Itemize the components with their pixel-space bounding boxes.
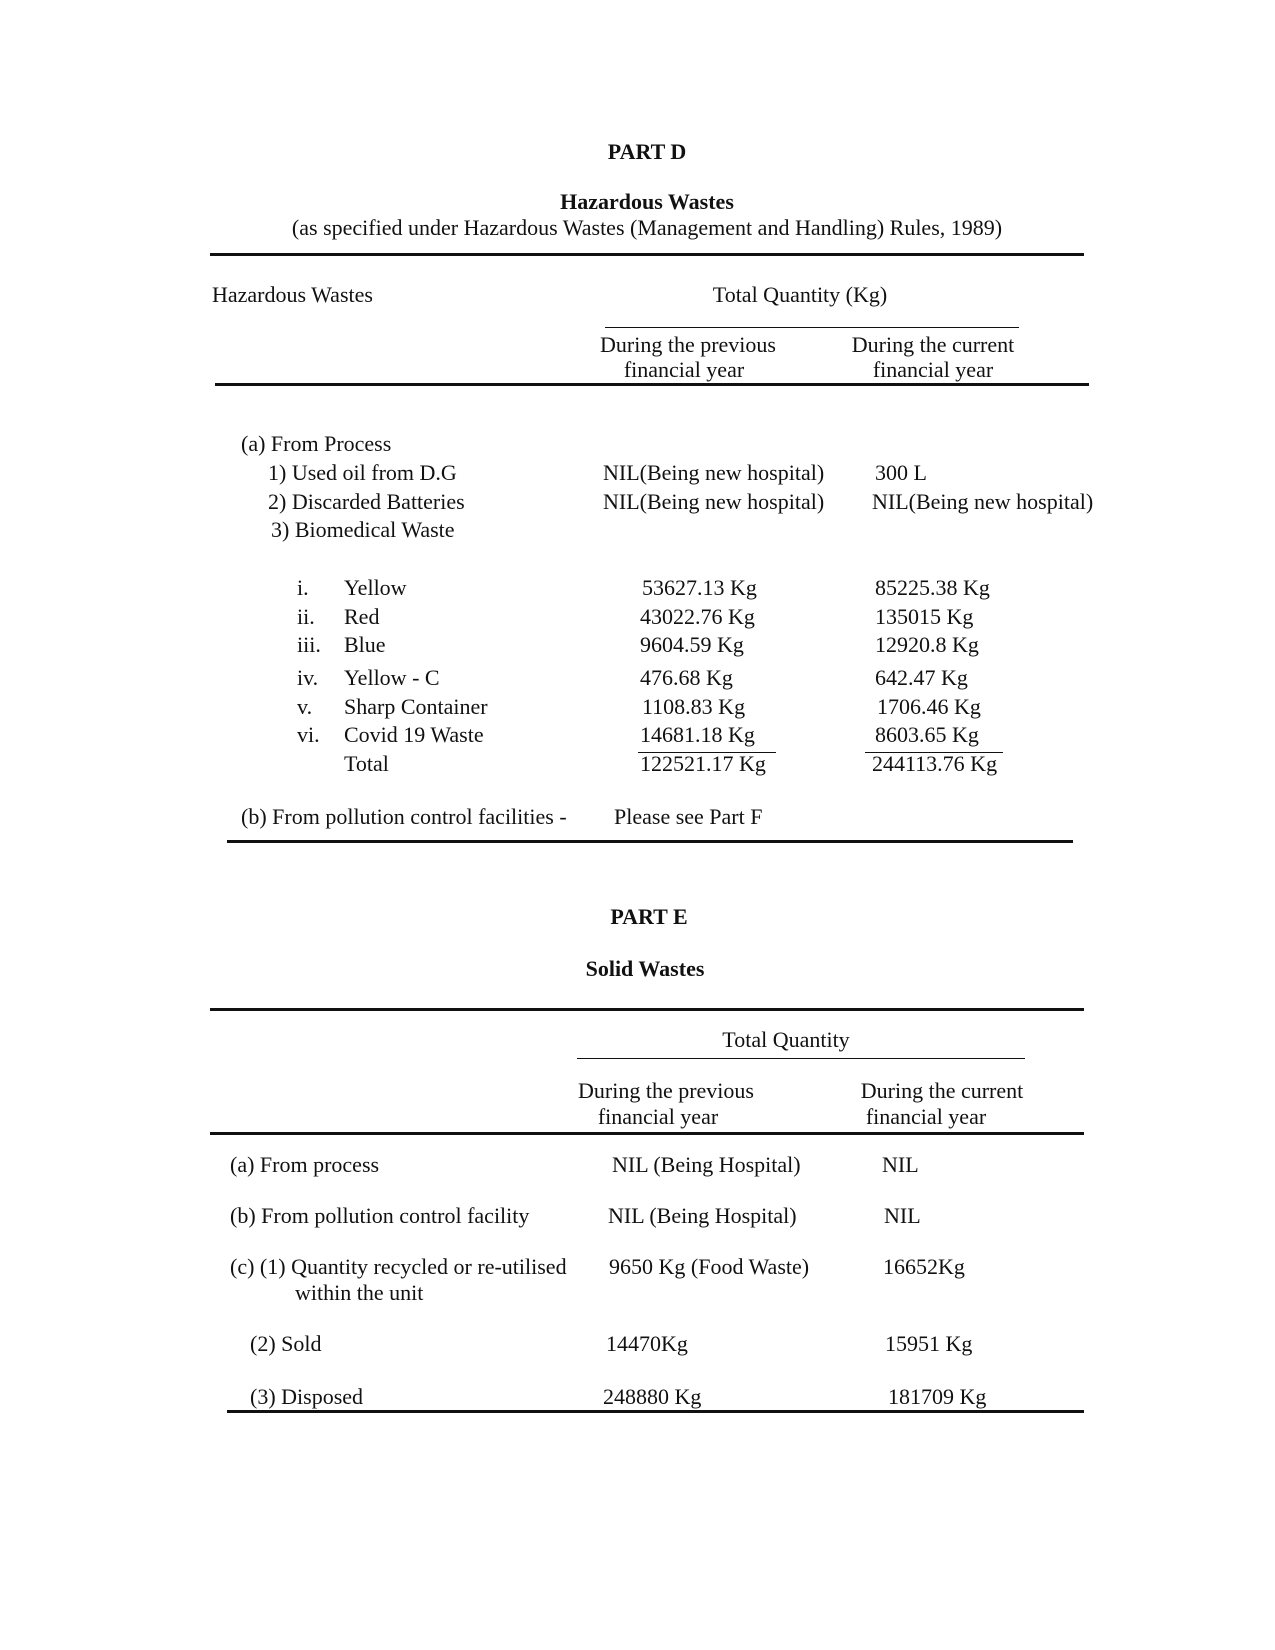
total-quantity-label: Total Quantity (Kg) xyxy=(712,282,888,307)
bmw-item-curr: 1706.46 Kg xyxy=(877,694,981,719)
curr-year-header-line1: During the current xyxy=(851,332,1015,357)
part-d-title: Hazardous Wastes xyxy=(560,189,734,214)
solid-row-curr: 16652Kg xyxy=(883,1254,965,1279)
solid-row-label: (a) From process xyxy=(230,1152,380,1177)
bmw-item-curr: 85225.38 Kg xyxy=(875,575,990,600)
prev-year-header-line1: During the previous xyxy=(600,332,776,357)
hazardous-wastes-column-label: Hazardous Wastes xyxy=(212,282,373,307)
solid-row-prev: 9650 Kg (Food Waste) xyxy=(609,1254,810,1279)
total-prev: 122521.17 Kg xyxy=(640,751,766,776)
part-d-top-rule xyxy=(210,253,1084,256)
part-d-heading: PART D xyxy=(607,139,687,164)
process-item-label: 3) Biomedical Waste xyxy=(271,517,455,542)
solid-curr-header-line1: During the current xyxy=(860,1078,1024,1103)
bmw-item-name: Yellow - C xyxy=(344,665,440,690)
curr-year-header-line2: financial year xyxy=(872,357,994,382)
process-item-prev: NIL(Being new hospital) xyxy=(603,489,825,514)
total-label: Total xyxy=(344,751,389,776)
total-quantity-underline xyxy=(605,327,1019,328)
bmw-item-curr: 8603.65 Kg xyxy=(875,722,979,747)
bmw-item-name: Blue xyxy=(344,632,386,657)
from-process-label: (a) From Process xyxy=(241,431,392,456)
part-e-heading: PART E xyxy=(610,904,688,929)
solid-row-label: (3) Disposed xyxy=(250,1384,364,1409)
solid-row-curr: NIL xyxy=(882,1152,919,1177)
solid-row-label: (b) From pollution control facility xyxy=(230,1203,530,1228)
bmw-item-name: Covid 19 Waste xyxy=(344,722,484,747)
solid-total-quantity-label: Total Quantity xyxy=(722,1027,850,1052)
bmw-item-number: v. xyxy=(297,694,313,719)
process-item-label: 2) Discarded Batteries xyxy=(268,489,465,514)
process-item-label: 1) Used oil from D.G xyxy=(268,460,457,485)
part-e-header-rule xyxy=(210,1132,1084,1135)
bmw-item-prev: 43022.76 Kg xyxy=(640,604,755,629)
part-e-bottom-rule xyxy=(227,1410,1084,1413)
part-d-bottom-rule xyxy=(227,840,1073,843)
solid-row-curr: 181709 Kg xyxy=(888,1384,987,1409)
part-d-header-rule xyxy=(215,383,1089,386)
part-e-title: Solid Wastes xyxy=(585,956,705,981)
bmw-item-name: Sharp Container xyxy=(344,694,488,719)
process-item-curr: 300 L xyxy=(875,460,927,485)
bmw-item-prev: 9604.59 Kg xyxy=(640,632,744,657)
solid-row-curr: 15951 Kg xyxy=(885,1331,973,1356)
part-d-subtitle: (as specified under Hazardous Wastes (Management and Handling) Rules, 1989) xyxy=(291,215,1003,240)
bmw-item-curr: 135015 Kg xyxy=(875,604,974,629)
bmw-item-curr: 12920.8 Kg xyxy=(875,632,979,657)
solid-row-curr: NIL xyxy=(884,1203,921,1228)
solid-total-quantity-underline xyxy=(577,1058,1025,1059)
prev-year-header-line2: financial year xyxy=(623,357,745,382)
solid-prev-header-line1: During the previous xyxy=(578,1078,754,1103)
solid-row-prev: NIL (Being Hospital) xyxy=(608,1203,797,1228)
solid-row-prev: 14470Kg xyxy=(606,1331,688,1356)
bmw-item-number: vi. xyxy=(297,722,320,747)
solid-prev-header-line2: financial year xyxy=(597,1104,719,1129)
solid-row-prev: NIL (Being Hospital) xyxy=(612,1152,801,1177)
process-item-curr: NIL(Being new hospital) xyxy=(872,489,1094,514)
bmw-item-name: Red xyxy=(344,604,380,629)
bmw-item-number: ii. xyxy=(297,604,315,629)
part-e-top-rule xyxy=(210,1008,1084,1011)
pollution-control-value: Please see Part F xyxy=(614,804,763,829)
bmw-item-number: i. xyxy=(297,575,309,600)
bmw-item-prev: 1108.83 Kg xyxy=(642,694,746,719)
bmw-item-prev: 476.68 Kg xyxy=(640,665,733,690)
solid-row-label: (2) Sold xyxy=(250,1331,322,1356)
solid-row-label: (c) (1) Quantity recycled or re-utilised xyxy=(230,1254,567,1279)
solid-row-label-line2: within the unit xyxy=(295,1280,424,1305)
solid-row-prev: 248880 Kg xyxy=(603,1384,702,1409)
bmw-item-name: Yellow xyxy=(344,575,407,600)
bmw-item-curr: 642.47 Kg xyxy=(875,665,968,690)
pollution-control-label: (b) From pollution control facilities - xyxy=(241,804,567,829)
bmw-item-number: iii. xyxy=(297,632,321,657)
bmw-item-prev: 14681.18 Kg xyxy=(640,722,755,747)
solid-curr-header-line2: financial year xyxy=(865,1104,987,1129)
process-item-prev: NIL(Being new hospital) xyxy=(603,460,825,485)
bmw-item-prev: 53627.13 Kg xyxy=(642,575,757,600)
total-curr: 244113.76 Kg xyxy=(872,751,998,776)
bmw-item-number: iv. xyxy=(297,665,319,690)
